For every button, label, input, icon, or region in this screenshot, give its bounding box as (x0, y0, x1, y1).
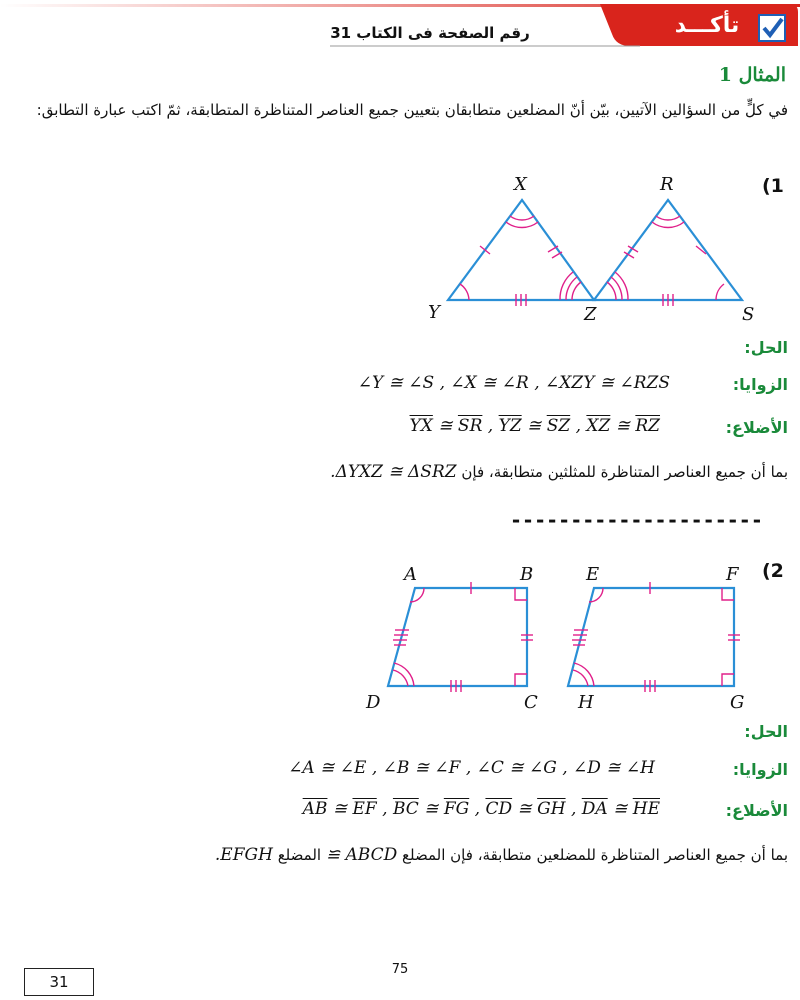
q2-conclusion (215, 845, 788, 865)
q2-solution-label: الحل: (744, 722, 788, 741)
side: $\overline{RZ}$ (635, 416, 660, 436)
side: $\overline{EF}$ (352, 799, 377, 819)
vertex-label-g: G (730, 692, 745, 713)
vertex-label-h: H (578, 692, 594, 713)
vertex-label-y: Y (428, 302, 440, 323)
vertex-label-e: E (586, 564, 600, 585)
book-page-reference: رقم الصفحة فى الكتاب 31 (330, 24, 530, 42)
side: $\overline{AB}$ (302, 799, 328, 819)
q1-angles-label: الزوايا: (732, 375, 788, 394)
q1-sides-label: الأضلاع: (725, 418, 788, 437)
vertex-label-b: B (520, 564, 534, 585)
vertex-label-z: Z (584, 304, 597, 325)
side: $\overline{SZ}$ (546, 416, 571, 436)
vertex-label-c: C (524, 692, 538, 713)
example-title: المثال 1 (718, 64, 786, 86)
book-page-box: 31 (24, 968, 94, 996)
side: $\overline{HE}$ (632, 799, 660, 819)
checkbox-icon (758, 14, 786, 42)
q2-conclusion-text-2: المضلع (277, 846, 322, 864)
section-badge: تأكـــد (674, 13, 740, 38)
q1-sides: $\overline{YX}$ ≅ $\overline{SR}$ , $\overline{YZ}$ ≅ $\overline{SZ}$ , $\overline{XZ}$ ≅ $\overline{RZ}$ (409, 416, 660, 436)
side: $\overline{BC}$ (392, 799, 419, 819)
separator: --------------------- (510, 508, 763, 532)
side: $\overline{SR}$ (457, 416, 483, 436)
q1-congruence: ΔYXZ ≅ ΔSRZ. (330, 462, 457, 482)
q2-angles-label: الزوايا: (732, 760, 788, 779)
q2-conclusion-text: بما أن جميع العناصر المتناظرة للمضلعين متطابقة، فإن المضلع (402, 846, 788, 864)
q2-congruence-left: ABCD ≅ (325, 845, 398, 865)
instructions-text: في كلٍّ من السؤالين الآتيين، بيّن أنّ المضلعين متطابقان بتعيين جميع العناصر المتناظرة المتطابقة، ثمّ اكتب عبارة التطابق: (36, 101, 788, 119)
side: $\overline{YZ}$ (498, 416, 522, 436)
vertex-label-a: A (404, 564, 417, 585)
q2-angles: ∠A ≅ ∠E , ∠B ≅ ∠F , ∠C ≅ ∠G , ∠D ≅ ∠H (288, 758, 655, 778)
side: $\overline{DA}$ (581, 799, 608, 819)
question-1-number: (1 (762, 175, 784, 197)
side: $\overline{FG}$ (443, 799, 470, 819)
vertex-label-d: D (366, 692, 381, 713)
quadrilaterals-figure (360, 560, 760, 720)
q1-solution-label: الحل: (744, 338, 788, 357)
side: $\overline{GH}$ (537, 799, 566, 819)
q1-angles: ∠Y ≅ ∠S , ∠X ≅ ∠R , ∠XZY ≅ ∠RZS (357, 373, 670, 393)
question-2-number: (2 (762, 560, 784, 582)
side: $\overline{YX}$ (409, 416, 433, 436)
side: $\overline{CD}$ (485, 799, 513, 819)
vertex-label-x: X (514, 174, 527, 195)
q1-conclusion-text: بما أن جميع العناصر المتناظرة للمثلثين متطابقة، فإن (461, 463, 788, 481)
q2-sides: $\overline{AB}$ ≅ $\overline{EF}$ , $\overline{BC}$ ≅ $\overline{FG}$ , $\overline{CD}$ ≅ $\overline{GH}$ , $\overline{DA}$ ≅ $\overline{HE}$ (302, 799, 660, 819)
triangles-figure (420, 170, 760, 330)
q2-sides-label: الأضلاع: (725, 801, 788, 820)
q1-conclusion (330, 462, 788, 482)
page-number: 75 (391, 962, 409, 977)
vertex-label-f: F (726, 564, 739, 585)
vertex-label-r: R (660, 174, 674, 195)
q2-congruence-right: EFGH. (214, 845, 273, 865)
side: $\overline{XZ}$ (586, 416, 611, 436)
vertex-label-s: S (742, 304, 755, 325)
